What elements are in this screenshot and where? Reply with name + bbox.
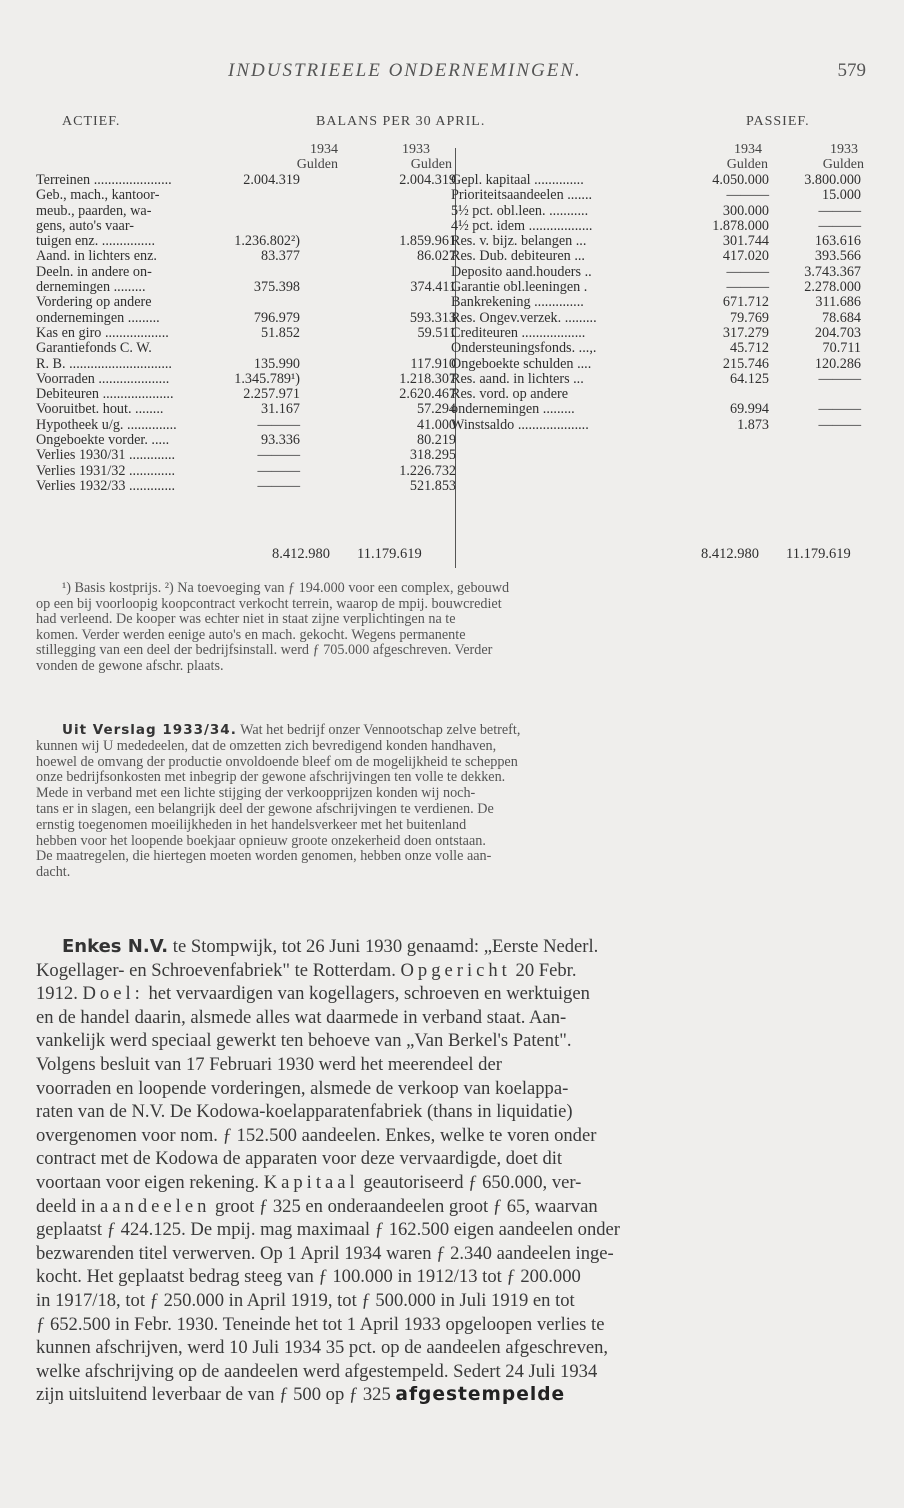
value-1934: 31.167 [260,401,300,418]
balance-row [451,204,865,219]
value-1933: 57.294 [416,401,456,418]
entry-text: Kogellager- en Schroevenfabriek" te Rotterdam. [36,959,396,981]
value-1934: ——— [726,279,769,296]
balance-row [451,402,865,417]
value-1933: 1.218.307 [399,370,456,387]
report-lead: Uit Verslag 1933/34. [62,722,237,738]
value-1933: ——— [818,217,861,234]
balance-title: BALANS PER 30 APRIL. [316,114,486,129]
balance-row [36,234,456,249]
footnote-line: stillegging van een deel der bedrijfsinstall. werd ƒ 705.000 afgeschreven. Verder [36,642,493,659]
value-1934: ——— [257,447,300,464]
footnote-line: op een bij voorloopig koopcontract verkocht terrein, waarop de mpij. bouwcrediet [36,595,502,612]
row-label: Res. v. bijz. belangen ... [451,233,587,250]
left-col2-header [350,142,456,172]
report-line: tans er in slagen, een belangrijk deel der gewone afschrijvingen te verdienen. De [36,800,494,817]
value-1934: 301.744 [722,233,769,250]
balance-row [451,387,865,402]
value-1934: 1.345.789¹) [234,370,300,387]
kapitaal-term: Kapitaal [263,1171,359,1193]
currency-label: Gulden [296,157,338,172]
value-1934: 4.050.000 [712,172,769,188]
balance-row [36,402,456,417]
value-1933: ——— [818,416,861,433]
value-1934: 51.852 [260,324,300,341]
footnote-line: komen. Verder werden eenige auto's en mach. gekocht. Wegens permanente [36,626,466,643]
value-1933: 3.743.367 [804,263,861,280]
value-1934: 79.769 [729,309,769,326]
value-1934: 45.712 [729,340,769,357]
row-label: Res. Ongev.verzek. ......... [451,309,597,326]
value-1933: 393.566 [814,248,861,265]
company-name: Enkes N.V. [62,936,169,957]
passief-label: PASSIEF. [746,114,810,129]
right-col2-header [792,142,864,172]
year-label: 1934 [310,142,338,157]
liabilities-table [451,173,865,433]
footnote-line: had verleend. De kooper was echter niet in staat zijne verplichtingen na te [36,611,456,628]
report-line: hebben voor het loopende boekjaar opnieuw groote onzekerheid doen ontstaan. [36,832,486,849]
row-label: Voorraden .................... [36,370,170,387]
entry-text: in 1917/18, tot ƒ 250.000 in April 1919, tot ƒ 500.000 in Juli 1919 en tot [36,1289,575,1311]
value-1933: 15.000 [821,187,861,204]
entry-text: Volgens besluit van 17 Februari 1930 werd het meerendeel der [36,1053,502,1075]
value-1934: ——— [257,416,300,433]
right-col1-header [700,142,768,172]
entry-text: bezwarenden titel verwerven. Op 1 April 1934 waren ƒ 2.340 aandeelen inge- [36,1242,614,1264]
opgericht-term: Opgericht [400,959,511,981]
value-1934: 2.004.319 [243,172,300,188]
row-label: Ondersteuningsfonds. ...,. [451,340,597,357]
entry-text: ƒ 652.500 in Febr. 1930. Teneinde het tot 1 April 1933 opgeloopen verlies te [36,1313,605,1335]
value-1933: ——— [818,401,861,418]
balance-row [451,357,865,372]
balance-row [36,418,456,433]
value-1933: 593.313 [409,309,456,326]
value-1934: 300.000 [722,202,769,219]
value-1933: 1.226.732 [399,462,456,479]
balance-row [451,295,865,310]
currency-label: Gulden [822,157,864,172]
report-line: hoewel de omvang der productie onvoldoende bleef om de mogelijkheid te scheppen [36,753,518,770]
entry-text: voortaan voor eigen rekening. [36,1171,260,1193]
row-label: Deposito aand.houders .. [451,263,592,280]
annual-report-excerpt [36,723,866,881]
value-1934: 69.994 [729,401,769,418]
balance-row [36,479,456,494]
balance-row [451,311,865,326]
row-label: Ongeboekte vorder. ..... [36,432,170,449]
value-1934: 135.990 [253,355,300,372]
balance-row [451,341,865,356]
row-label: 5½ pct. obl.leen. ........... [451,202,589,219]
entry-text: welke afschrijving op de aandeelen werd afgestempeld. Sedert 24 Juli 1934 [36,1360,598,1382]
value-1933: 204.703 [814,324,861,341]
assets-table [36,173,456,494]
value-1934: 83.377 [260,248,300,265]
report-line: onze bedrijfsonkosten met inbegrip der gewone afschrijvingen ten volle te dekken. [36,769,506,786]
entry-text: contract met de Kodowa de apparaten voor deze vervaardigde, doet dit [36,1148,563,1170]
value-1933: 2.004.319 [399,172,456,188]
row-label: 4½ pct. idem .................. [451,217,593,234]
value-1933: 163.616 [814,233,861,250]
entry-text: overgenomen voor nom. ƒ 152.500 aandeelen. Enkes, welke te voren onder [36,1124,597,1146]
entry-text: geplaatst ƒ 424.125. De mpij. mag maximaal ƒ 162.500 eigen aandeelen onder [36,1219,620,1241]
balance-row [451,249,865,264]
row-label: Res. aand. in lichters ... [451,370,584,387]
row-label: Vooruitbet. hout. ........ [36,401,164,418]
currency-label: Gulden [410,157,452,172]
value-1933: 86.027 [416,248,456,265]
report-line: De maatregelen, die hiertegen moeten worden genomen, hebben onze volle aan- [36,848,492,865]
row-label: Garantie obl.leeningen . [451,279,588,296]
row-label: tuigen enz. ............... [36,233,155,250]
balance-row [36,464,456,479]
balance-row [451,188,865,203]
value-1933: ——— [818,202,861,219]
row-label: Ongeboekte schulden .... [451,355,592,372]
report-line: ernstig toegenomen moeilijkheden in het handelsverkeer met het buitenland [36,816,467,833]
value-1933: 70.711 [822,340,861,357]
value-1933: 120.286 [814,355,861,372]
row-label: Prioriteitsaandeelen ....... [451,187,593,204]
balance-row [36,204,456,219]
value-1934: ——— [257,462,300,479]
value-1933: 2.620.467 [399,386,456,403]
row-label: Winstsaldo .................... [451,416,589,433]
value-1933: 1.859.961 [399,233,456,250]
row-label: Deeln. in andere on- [36,263,152,280]
row-label: Geb., mach., kantoor- [36,187,160,204]
entry-text: 20 Febr. [515,959,577,981]
balance-row [36,326,456,341]
value-1934: 2.257.971 [243,386,300,403]
balance-row [451,234,865,249]
row-label: Kas en giro .................. [36,324,169,341]
balance-row [36,188,456,203]
row-label: Debiteuren .................... [36,386,174,403]
entry-text: vankelijk werd speciaal gewerkt ten behoeve van „Van Berkel's Patent". [36,1030,572,1052]
balance-row [36,357,456,372]
value-1934: 215.746 [722,355,769,372]
balance-row [36,433,456,448]
entry-text: deeld in [36,1195,96,1217]
value-1933: 521.853 [409,477,456,494]
value-1934: 796.979 [253,309,300,326]
entry-text: 1912. [36,983,78,1005]
row-label: Verlies 1931/32 ............. [36,462,176,479]
row-label: Terreinen ...................... [36,172,172,188]
report-line: kunnen wij U mededeelen, dat de omzetten zich bevredigend konden handhaven, [36,737,497,754]
year-label: 1933 [830,142,858,157]
value-1934: 417.020 [722,248,769,265]
row-label: meub., paarden, wa- [36,202,152,219]
value-1934: 317.279 [722,324,769,341]
entry-text: zijn uitsluitend leverbaar de van ƒ 500 op ƒ 325 [36,1384,391,1406]
company-entry [36,935,866,1407]
report-line: dacht. [36,864,71,881]
value-1934: 1.878.000 [712,217,769,234]
header-title: INDUSTRIEELE ONDERNEMINGEN. [228,60,582,81]
afgestempelde-term: afgestempelde [395,1384,566,1406]
balance-row [451,326,865,341]
value-1933: 311.686 [815,294,861,311]
balance-row [451,265,865,280]
footnote-line: ¹) Basis kostprijs. ²) Na toevoeging van ƒ 194.000 voor een complex, gebouwd [62,580,510,596]
value-1933: 318.295 [409,447,456,464]
year-label: 1933 [402,142,430,157]
row-label: Res. Dub. debiteuren ... [451,248,585,265]
balance-row [451,280,865,295]
value-1933: 59.511 [417,324,456,341]
balance-row [36,295,456,310]
balance-row [36,219,456,234]
balance-row [36,372,456,387]
report-line: Wat het bedrijf onzer Vennootschap zelve betreft, [240,722,521,738]
row-label: Hypotheek u/g. .............. [36,416,177,433]
value-1933: 117.910 [410,355,456,372]
row-label: ondernemingen ......... [36,309,160,326]
value-1934: 93.336 [260,432,300,449]
value-1933: 374.411 [410,279,456,296]
value-1934: 1.873 [737,416,769,433]
balance-row [451,418,865,433]
entry-text: groot ƒ 325 en onderaandeelen groot ƒ 65, waarvan [215,1195,598,1217]
balance-row [36,387,456,402]
balance-row [451,372,865,387]
row-label: dernemingen ......... [36,279,146,296]
entry-text: het vervaardigen van kogellagers, schroeven en werktuigen [148,983,590,1005]
report-line: Mede in verband met een lichte stijging der verkoopprijzen konden wij noch- [36,785,476,802]
value-1934: 671.712 [722,294,769,311]
entry-text: raten van de N.V. De Kodowa-koelapparatenfabriek (thans in liquidatie) [36,1101,573,1123]
running-header [0,60,904,88]
value-1933: 41.000 [416,416,456,433]
balance-row [36,265,456,280]
value-1934: ——— [726,263,769,280]
aandeelen-term: aandeelen [100,1195,211,1217]
entry-text: geautoriseerd ƒ 650.000, ver- [363,1171,582,1193]
row-label: R. B. ............................. [36,355,172,372]
row-label: Garantiefonds C. W. [36,340,152,357]
entry-text: en de handel daarin, alsmede alles wat daarmede in verband staat. Aan- [36,1006,567,1028]
row-label: Crediteuren .................. [451,324,586,341]
value-1934: 64.125 [729,370,769,387]
entry-text: te Stompwijk, tot 26 Juni 1930 genaamd: „Eerste Nederl. [172,936,599,957]
page-number: 579 [837,60,866,81]
balance-row [36,341,456,356]
currency-label: Gulden [726,157,768,172]
liabilities-total-1934: 8.412.980 [701,546,759,562]
row-label: Bankrekening .............. [451,294,584,311]
row-label: Gepl. kapitaal .............. [451,172,584,188]
row-label: Verlies 1930/31 ............. [36,447,176,464]
value-1933: 2.278.000 [804,279,861,296]
assets-total-1933: 11.179.619 [357,546,422,562]
entry-text: kocht. Het geplaatst bedrag steeg van ƒ 100.000 in 1912/13 tot ƒ 200.000 [36,1266,581,1288]
balance-heading [0,114,904,134]
entry-text: voorraden en loopende vorderingen, alsmede de verkoop van koelappa- [36,1077,569,1099]
value-1934: ——— [257,477,300,494]
footnotes [36,581,866,675]
value-1933: 80.219 [416,432,456,449]
row-label: Res. vord. op andere [451,386,569,403]
balance-row [451,173,865,188]
balance-row [451,219,865,234]
balance-row [36,249,456,264]
left-col1-header [262,142,338,172]
balance-row [36,448,456,463]
value-1933: 78.684 [821,309,861,326]
row-label: gens, auto's vaar- [36,217,135,234]
row-label: Vordering op andere [36,294,152,311]
liabilities-total-1933: 11.179.619 [786,546,851,562]
balance-row [36,173,456,188]
value-1934: 1.236.802²) [234,233,300,250]
entry-text: kunnen afschrijven, werd 10 Juli 1934 35 pct. op de aandeelen afgeschreven, [36,1337,609,1359]
value-1933: ——— [818,370,861,387]
row-label: Verlies 1932/33 ............. [36,477,176,494]
actief-label: ACTIEF. [62,114,121,129]
row-label: Aand. in lichters enz. [36,248,157,265]
year-label: 1934 [734,142,762,157]
balance-row [36,280,456,295]
value-1934: 375.398 [253,279,300,296]
balance-row [36,311,456,326]
assets-total-1934: 8.412.980 [272,546,330,562]
value-1933: 3.800.000 [804,172,861,188]
value-1934: ——— [726,187,769,204]
footnote-line: vonden de gewone afschr. plaats. [36,657,224,674]
row-label: ondernemingen ......... [451,401,575,418]
doel-term: Doel: [82,983,144,1005]
